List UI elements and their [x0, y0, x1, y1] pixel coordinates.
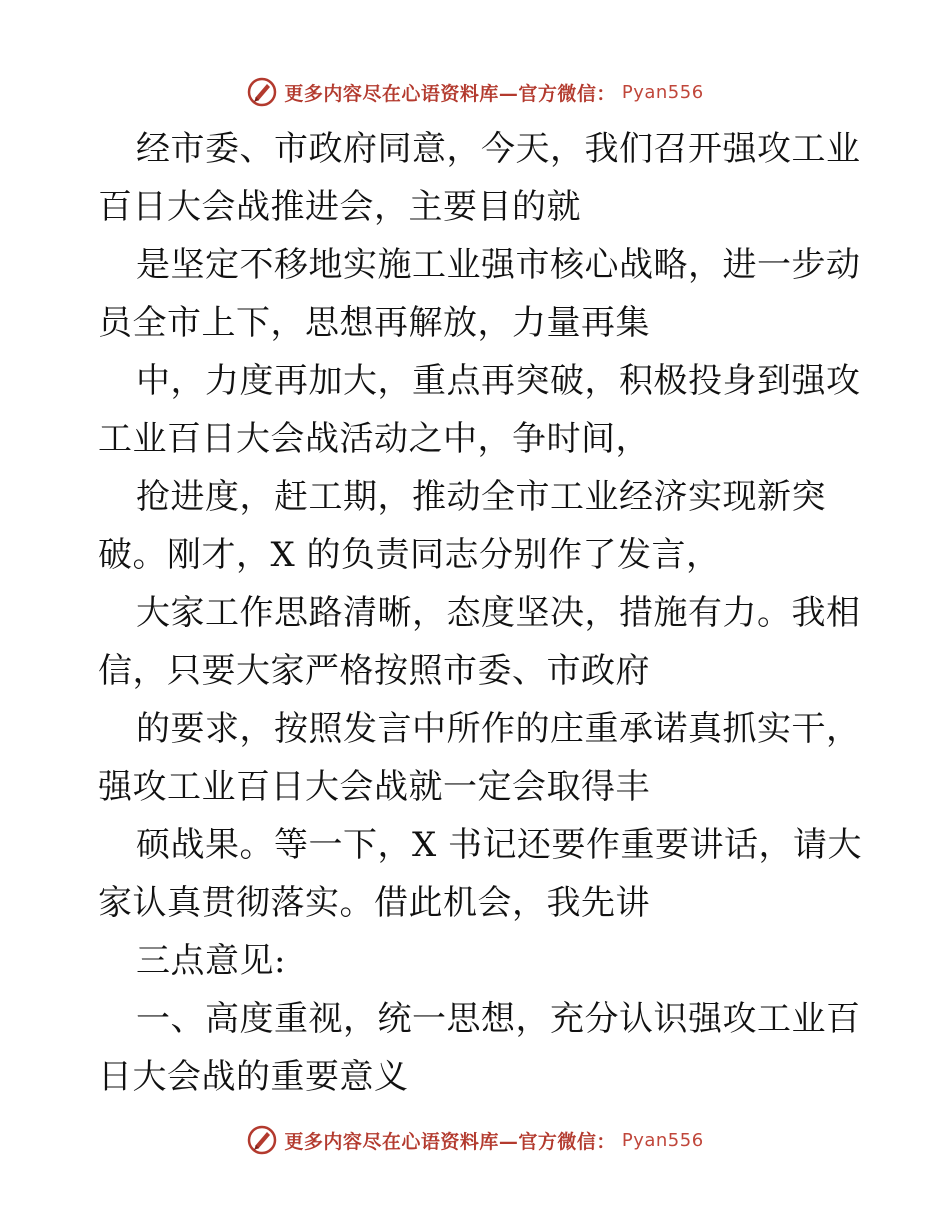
section-heading-line: 日大会战的重要意义	[98, 1057, 409, 1097]
text-line: 经市委、市政府同意，今天，我们召开强攻工业	[136, 129, 861, 169]
text-line: 是坚定不移地实施工业强市核心战略，进一步动	[136, 245, 861, 285]
text-line: 工业百日大会战活动之中，争时间，	[98, 419, 650, 459]
text-line: 破。刚才，X 的负责同志分别作了发言，	[98, 535, 721, 575]
text-line: 百日大会战推进会，主要目的就	[98, 187, 581, 227]
text-line: 硕战果。等一下，X 书记还要作重要讲话，请大	[136, 825, 863, 865]
quill-pen-logo-icon	[246, 1124, 278, 1156]
quill-pen-logo-icon	[246, 76, 278, 108]
watermark-contact: Pyan556	[621, 81, 704, 103]
text-line: 大家工作思路清晰，态度坚决，措施有力。我相	[136, 593, 861, 633]
watermark-banner-bottom	[0, 1120, 950, 1160]
watermark-contact: Pyan556	[621, 1129, 704, 1151]
text-line: 家认真贯彻落实。借此机会，我先讲	[98, 883, 650, 923]
text-line: 抢进度，赶工期，推动全市工业经济实现新突	[136, 477, 826, 517]
text-line: 中，力度再加大，重点再突破，积极投身到强攻	[136, 361, 861, 401]
section-heading-line: 一、高度重视，统一思想，充分认识强攻工业百	[136, 999, 861, 1039]
watermark-text: 更多内容尽在心语资料库—官方微信：	[284, 82, 616, 105]
watermark-banner-top	[0, 72, 950, 112]
text-line: 员全市上下，思想再解放，力量再集	[98, 303, 650, 343]
text-line: 的要求，按照发言中所作的庄重承诺真抓实干，	[136, 709, 861, 749]
document-body	[98, 120, 863, 1106]
text-line: 强攻工业百日大会战就一定会取得丰	[98, 767, 650, 807]
text-line: 信，只要大家严格按照市委、市政府	[98, 651, 650, 691]
watermark-text: 更多内容尽在心语资料库—官方微信：	[284, 1130, 616, 1153]
text-line: 三点意见:	[136, 941, 286, 981]
